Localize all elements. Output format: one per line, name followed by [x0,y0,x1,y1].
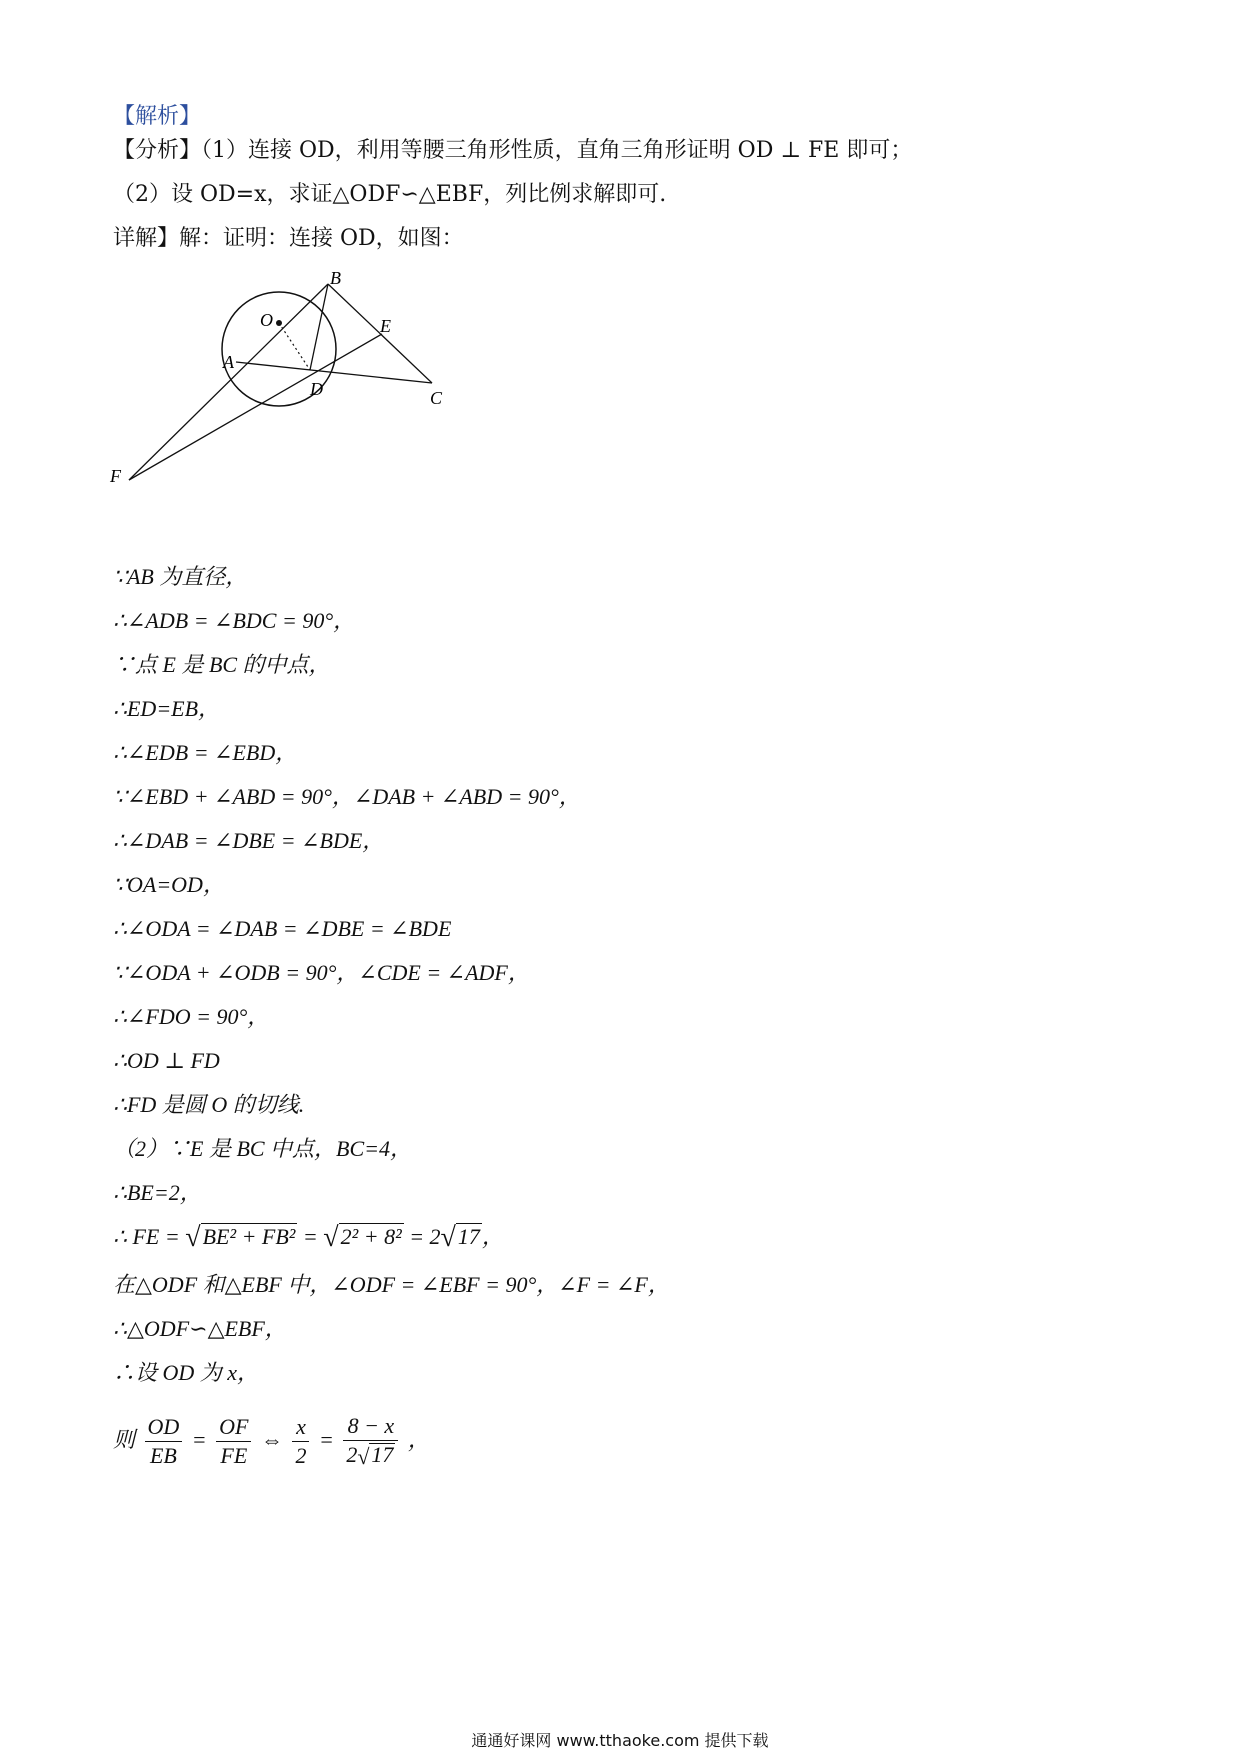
section-title: 【解析】 [113,104,202,129]
label-f: F [110,466,121,486]
step-14: （2）∵E 是 BC 中点，BC=4， [113,1136,413,1161]
step-12: ∴OD ⊥ FD [113,1048,220,1073]
fraction-od-eb [145,1413,183,1470]
step-9: ∴∠ODA = ∠DAB = ∠DBE = ∠BDE [113,916,452,941]
footer: 通通好课网 www.tthaoke.com 提供下载 [471,1731,769,1750]
label-a: A [223,352,234,372]
frac4-num: 8 − x [343,1412,398,1441]
sqrt-3: 17 [457,1224,480,1249]
step-4: ∴ED=EB， [113,696,221,721]
step-10: ∵∠ODA + ∠ODB = 90°，∠CDE = ∠ADF， [113,960,530,985]
step-15: ∴BE=2， [113,1180,202,1205]
step-2: ∴∠ADB = ∠BDC = 90°， [113,608,356,633]
analysis-text-1: （1）连接 OD，利用等腰三角形性质，直角三角形证明 OD ⊥ FE 即可； [201,138,913,163]
fraction-8x-2sqrt17 [343,1412,398,1471]
frac4-den-sqrt: 17 [371,1442,394,1468]
ratio-equation [113,1408,430,1472]
ratio-tail: ， [407,1427,430,1452]
fe-eq-2: = 2 [403,1224,441,1249]
line-od [279,323,310,370]
set-line: ∴设 OD 为 x， [113,1360,260,1385]
label-d: D [310,379,323,399]
sqrt-2: 2² + 8² [340,1224,402,1249]
label-o: O [260,310,273,330]
fe-tail: ， [481,1224,504,1249]
line-bd [310,284,328,370]
frac2-den: FE [220,1443,248,1469]
analysis-line-2: （2）设 OD=x，求证△ODF∽△EBF，列比例求解即可. [113,182,667,207]
fraction-of-fe [216,1413,251,1470]
frac4-den-coef: 2 [346,1442,358,1468]
step-8: ∵OA=OD， [113,872,225,897]
detail-intro: 详解】解：证明：连接 OD，如图： [113,226,464,251]
frac3-den: 2 [295,1443,307,1469]
step-11: ∴∠FDO = 90°， [113,1004,270,1029]
sqrt-symbol-3: √ [440,1222,456,1253]
step-5: ∴∠EDB = ∠EBD， [113,740,298,765]
center-point-o [276,320,282,326]
step-3: ∵点 E 是 BC 的中点， [113,652,331,677]
frac3-num: x [292,1413,309,1442]
ratio-eq-2: = [318,1427,334,1452]
step-6: ∵∠EBD + ∠ABD = 90°，∠DAB + ∠ABD = 90°， [113,784,581,809]
frac4-den [343,1441,398,1471]
triangle-line: 在△ODF 和△EBF 中，∠ODF = ∠EBF = 90°，∠F = ∠F， [113,1272,670,1297]
step-7: ∴∠DAB = ∠DBE = ∠BDE， [113,828,385,853]
ratio-eq-1: = [191,1427,207,1452]
analysis-line-1 [113,136,912,166]
similar-line: ∴△ODF∽△EBF， [113,1316,287,1341]
label-b: B [330,268,341,288]
analysis-label: 【分析】 [113,138,202,163]
frac1-den: EB [149,1443,177,1469]
ratio-prefix: 则 [113,1427,136,1452]
fe-formula [113,1222,504,1253]
label-e: E [380,316,391,336]
step-13: ∴FD 是圆 O 的切线. [113,1092,305,1117]
label-c: C [430,388,443,408]
geometry-figure [110,268,470,492]
sqrt-symbol-1: √ [185,1222,201,1253]
frac2-num: OF [216,1413,251,1442]
sqrt-symbol-4: √ [357,1444,370,1470]
frac1-num: OD [145,1413,183,1442]
fe-eq: = [297,1224,324,1249]
step-1: ∵AB 为直径， [113,564,248,589]
ratio-iff: ⇔ [260,1427,283,1452]
sqrt-1: BE² + FB² [202,1224,296,1249]
fraction-x-2 [292,1413,309,1470]
sqrt-symbol-2: √ [323,1222,339,1253]
fe-lhs: ∴ FE = [113,1224,186,1249]
